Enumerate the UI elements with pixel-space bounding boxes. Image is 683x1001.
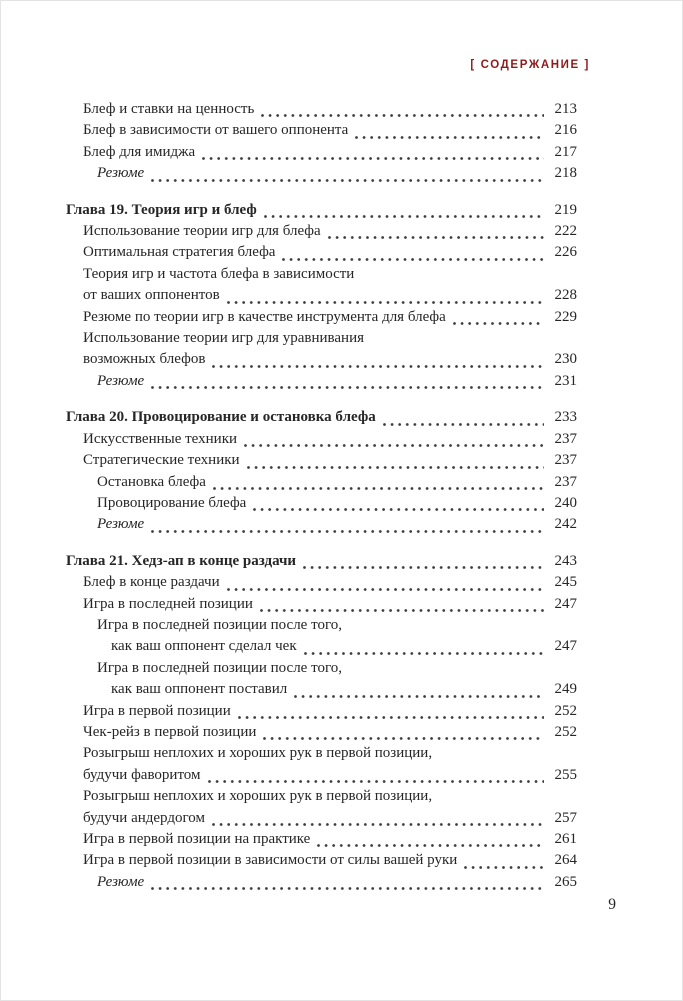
toc-entry-page-number: 240 [554, 494, 577, 511]
toc-entry-line [83, 722, 577, 743]
dot-leader [151, 524, 544, 533]
dot-leader [263, 731, 544, 740]
toc-entry [66, 701, 577, 722]
toc-entry-page-number: 237 [554, 473, 577, 490]
toc-entry-title: Игра в последней позиции после того, [97, 659, 342, 676]
toc-entry-page-number: 229 [554, 308, 577, 325]
toc-group [66, 551, 577, 894]
toc-entry-page-number: 237 [554, 452, 577, 469]
toc-entry [66, 264, 577, 307]
toc-entry [66, 307, 577, 328]
toc-entry [66, 551, 577, 572]
dot-leader [227, 582, 544, 591]
toc-entry [66, 850, 577, 871]
toc-entry [66, 120, 577, 141]
toc-entry-page-number: 249 [554, 681, 577, 698]
toc-entry-title: Розыгрыш неплохих и хороших рук в первой позиции, [83, 745, 433, 762]
toc-entry-page-number: 230 [554, 351, 577, 368]
toc-entry-page-number: 261 [554, 831, 577, 847]
toc-entry-line [97, 872, 577, 893]
dot-leader [151, 881, 544, 890]
toc-entry-page-number: 233 [554, 409, 577, 426]
toc-entry [66, 615, 577, 658]
dot-leader [304, 646, 544, 655]
toc-entry-line [97, 514, 577, 535]
toc-entry-title: Резюме по теории игр в качестве инструмента для блефа [83, 308, 446, 325]
toc-entry-page-number: 219 [554, 201, 577, 218]
dot-leader [317, 838, 544, 847]
toc-entry-page-number: 265 [554, 873, 577, 890]
toc-entry-line [97, 472, 577, 493]
toc-entry [66, 472, 577, 493]
dot-leader [328, 230, 544, 239]
toc-entry [66, 429, 577, 450]
toc-entry-line [83, 594, 577, 615]
toc-entry-title: Резюме [97, 873, 145, 890]
toc-entry-page-number: 247 [554, 638, 577, 655]
toc-entry [66, 829, 577, 850]
toc-entry-title: Стратегические техники [83, 452, 240, 469]
toc-entry-line [83, 743, 577, 764]
toc-entry-page-number: 231 [554, 372, 577, 389]
toc-entry-page-number: 216 [554, 122, 577, 139]
toc-group [66, 99, 577, 185]
dot-leader [202, 151, 544, 160]
toc-entry-title: Оптимальная стратегия блефа [83, 244, 276, 261]
toc-entry [66, 493, 577, 514]
toc-entry-page-number: 226 [554, 244, 577, 261]
toc-entry [66, 242, 577, 263]
toc-entry-page-number: 237 [554, 430, 577, 447]
toc-entry-line [83, 307, 577, 328]
dot-leader [383, 417, 544, 426]
toc-entry-line [83, 142, 577, 163]
dot-leader [264, 209, 544, 218]
toc-entry-line [83, 808, 577, 829]
toc-entry-line [97, 163, 577, 184]
toc-entry-line [97, 658, 577, 679]
toc-entry-title: Глава 19. Теория игр и блеф [66, 201, 257, 218]
toc-entry-line [97, 679, 577, 700]
toc-entry-page-number: 252 [554, 723, 577, 740]
toc-entry-title: Глава 20. Провоцирование и остановка блефа [66, 409, 376, 426]
toc-entry [66, 786, 577, 829]
toc-entry-title: Резюме [97, 516, 145, 533]
toc-entry-title: Резюме [97, 372, 145, 389]
toc-entry-title: Игра в первой позиции [83, 702, 231, 719]
toc-entry [66, 450, 577, 471]
toc-group [66, 200, 577, 393]
toc-entry-line [66, 200, 577, 221]
dot-leader [355, 130, 544, 139]
toc-entry-title: Глава 21. Хедз-ап в конце раздачи [66, 552, 297, 569]
toc-entry-line [83, 264, 577, 285]
toc-entry-page-number: 252 [554, 702, 577, 719]
toc-entry-title: будучи фаворитом [83, 766, 201, 783]
toc-entry-page-number: 213 [554, 101, 577, 117]
toc-entry-line [83, 765, 577, 786]
toc-entry-line [83, 572, 577, 593]
toc-entry-page-number: 264 [554, 852, 577, 869]
toc-entry-title: будучи андердогом [83, 809, 205, 826]
toc-entry-line [97, 371, 577, 392]
toc-entry [66, 594, 577, 615]
toc-entry-line [83, 786, 577, 807]
toc-entry-page-number: 217 [554, 143, 577, 160]
dot-leader [208, 774, 544, 783]
dot-leader [464, 860, 544, 869]
toc-entry-line [83, 242, 577, 263]
toc-entry [66, 722, 577, 743]
toc-entry-title: Игра в последней позиции после того, [97, 616, 342, 633]
toc-entry-line [66, 551, 577, 572]
toc-entry-title: Резюме [97, 165, 145, 182]
dot-leader [260, 603, 544, 612]
toc-entry [66, 371, 577, 392]
toc-entry-title: Блеф в зависимости от вашего оппонента [83, 122, 349, 139]
toc-entry-title: Теория игр и частота блефа в зависимости [83, 265, 355, 282]
toc-entry-line [83, 829, 577, 850]
toc-list [66, 99, 577, 893]
toc-entry-line [66, 407, 577, 428]
toc-entry-line [83, 120, 577, 141]
dot-leader [282, 252, 544, 261]
toc-entry-page-number: 242 [554, 516, 577, 533]
toc-entry-line [83, 99, 577, 120]
toc-entry-title: возможных блефов [83, 351, 206, 368]
dot-leader [294, 689, 544, 698]
dot-leader [303, 560, 544, 569]
toc-entry-line [83, 349, 577, 370]
dot-leader [453, 316, 544, 325]
toc-entry-line [97, 636, 577, 657]
dot-leader [212, 817, 544, 826]
toc-entry [66, 572, 577, 593]
toc-entry-page-number: 222 [554, 223, 577, 240]
toc-running-header: [ СОДЕРЖАНИЕ ] [470, 59, 590, 71]
toc-entry-title: Искусственные техники [83, 430, 238, 447]
toc-entry [66, 658, 577, 701]
dot-leader [261, 108, 544, 117]
toc-entry-line [83, 429, 577, 450]
toc-entry-title: Игра в первой позиции в зависимости от силы вашей руки [83, 852, 458, 869]
toc-entry-title: Игра в первой позиции на практике [83, 831, 311, 847]
toc-entry-title: Блеф для имиджа [83, 143, 196, 160]
dot-leader [247, 460, 544, 469]
toc-entry [66, 407, 577, 428]
dot-leader [213, 481, 544, 490]
toc-entry [66, 163, 577, 184]
toc-entry-line [97, 493, 577, 514]
toc-entry-title: от ваших оппонентов [83, 287, 220, 304]
toc-entry [66, 743, 577, 786]
toc-entry-title: Розыгрыш неплохих и хороших рук в первой позиции, [83, 788, 433, 805]
toc-entry [66, 200, 577, 221]
toc-entry-title: Остановка блефа [97, 473, 206, 490]
toc-entry [66, 99, 577, 120]
toc-entry-title: Использование теории игр для блефа [83, 223, 321, 240]
toc-entry-line [83, 285, 577, 306]
dot-leader [244, 438, 544, 447]
dot-leader [238, 710, 544, 719]
dot-leader [227, 295, 544, 304]
dot-leader [253, 502, 544, 511]
toc-entry-page-number: 228 [554, 287, 577, 304]
dot-leader [151, 380, 544, 389]
toc-entry-title: как ваш оппонент поставил [111, 681, 288, 698]
dot-leader [151, 173, 544, 182]
toc-entry-page-number: 245 [554, 574, 577, 591]
toc-entry-title: как ваш оппонент сделал чек [111, 638, 297, 655]
toc-entry-page-number: 243 [554, 552, 577, 569]
toc-entry-title: Блеф в конце раздачи [83, 574, 220, 591]
toc-entry [66, 221, 577, 242]
toc-entry-line [83, 328, 577, 349]
page-number-folio: 9 [608, 896, 616, 913]
toc-entry-title: Чек-рейз в первой позиции [83, 723, 257, 740]
toc-entry-title: Игра в последней позиции [83, 595, 253, 612]
toc-entry [66, 872, 577, 893]
dot-leader [212, 359, 544, 368]
toc-entry [66, 514, 577, 535]
toc-group [66, 407, 577, 535]
toc-entry [66, 328, 577, 371]
toc-entry-line [97, 615, 577, 636]
toc-entry [66, 142, 577, 163]
toc-entry-line [83, 221, 577, 242]
toc-entry-page-number: 247 [554, 595, 577, 612]
toc-entry-page-number: 218 [554, 165, 577, 182]
toc-entry-line [83, 850, 577, 871]
toc-entry-line [83, 701, 577, 722]
toc-entry-title: Блеф и ставки на ценность [83, 101, 255, 117]
toc-entry-title: Провоцирование блефа [97, 494, 247, 511]
toc-entry-page-number: 255 [554, 766, 577, 783]
toc-entry-title: Использование теории игр для уравнивания [83, 330, 364, 347]
toc-entry-page-number: 257 [554, 809, 577, 826]
toc-entry-line [83, 450, 577, 471]
